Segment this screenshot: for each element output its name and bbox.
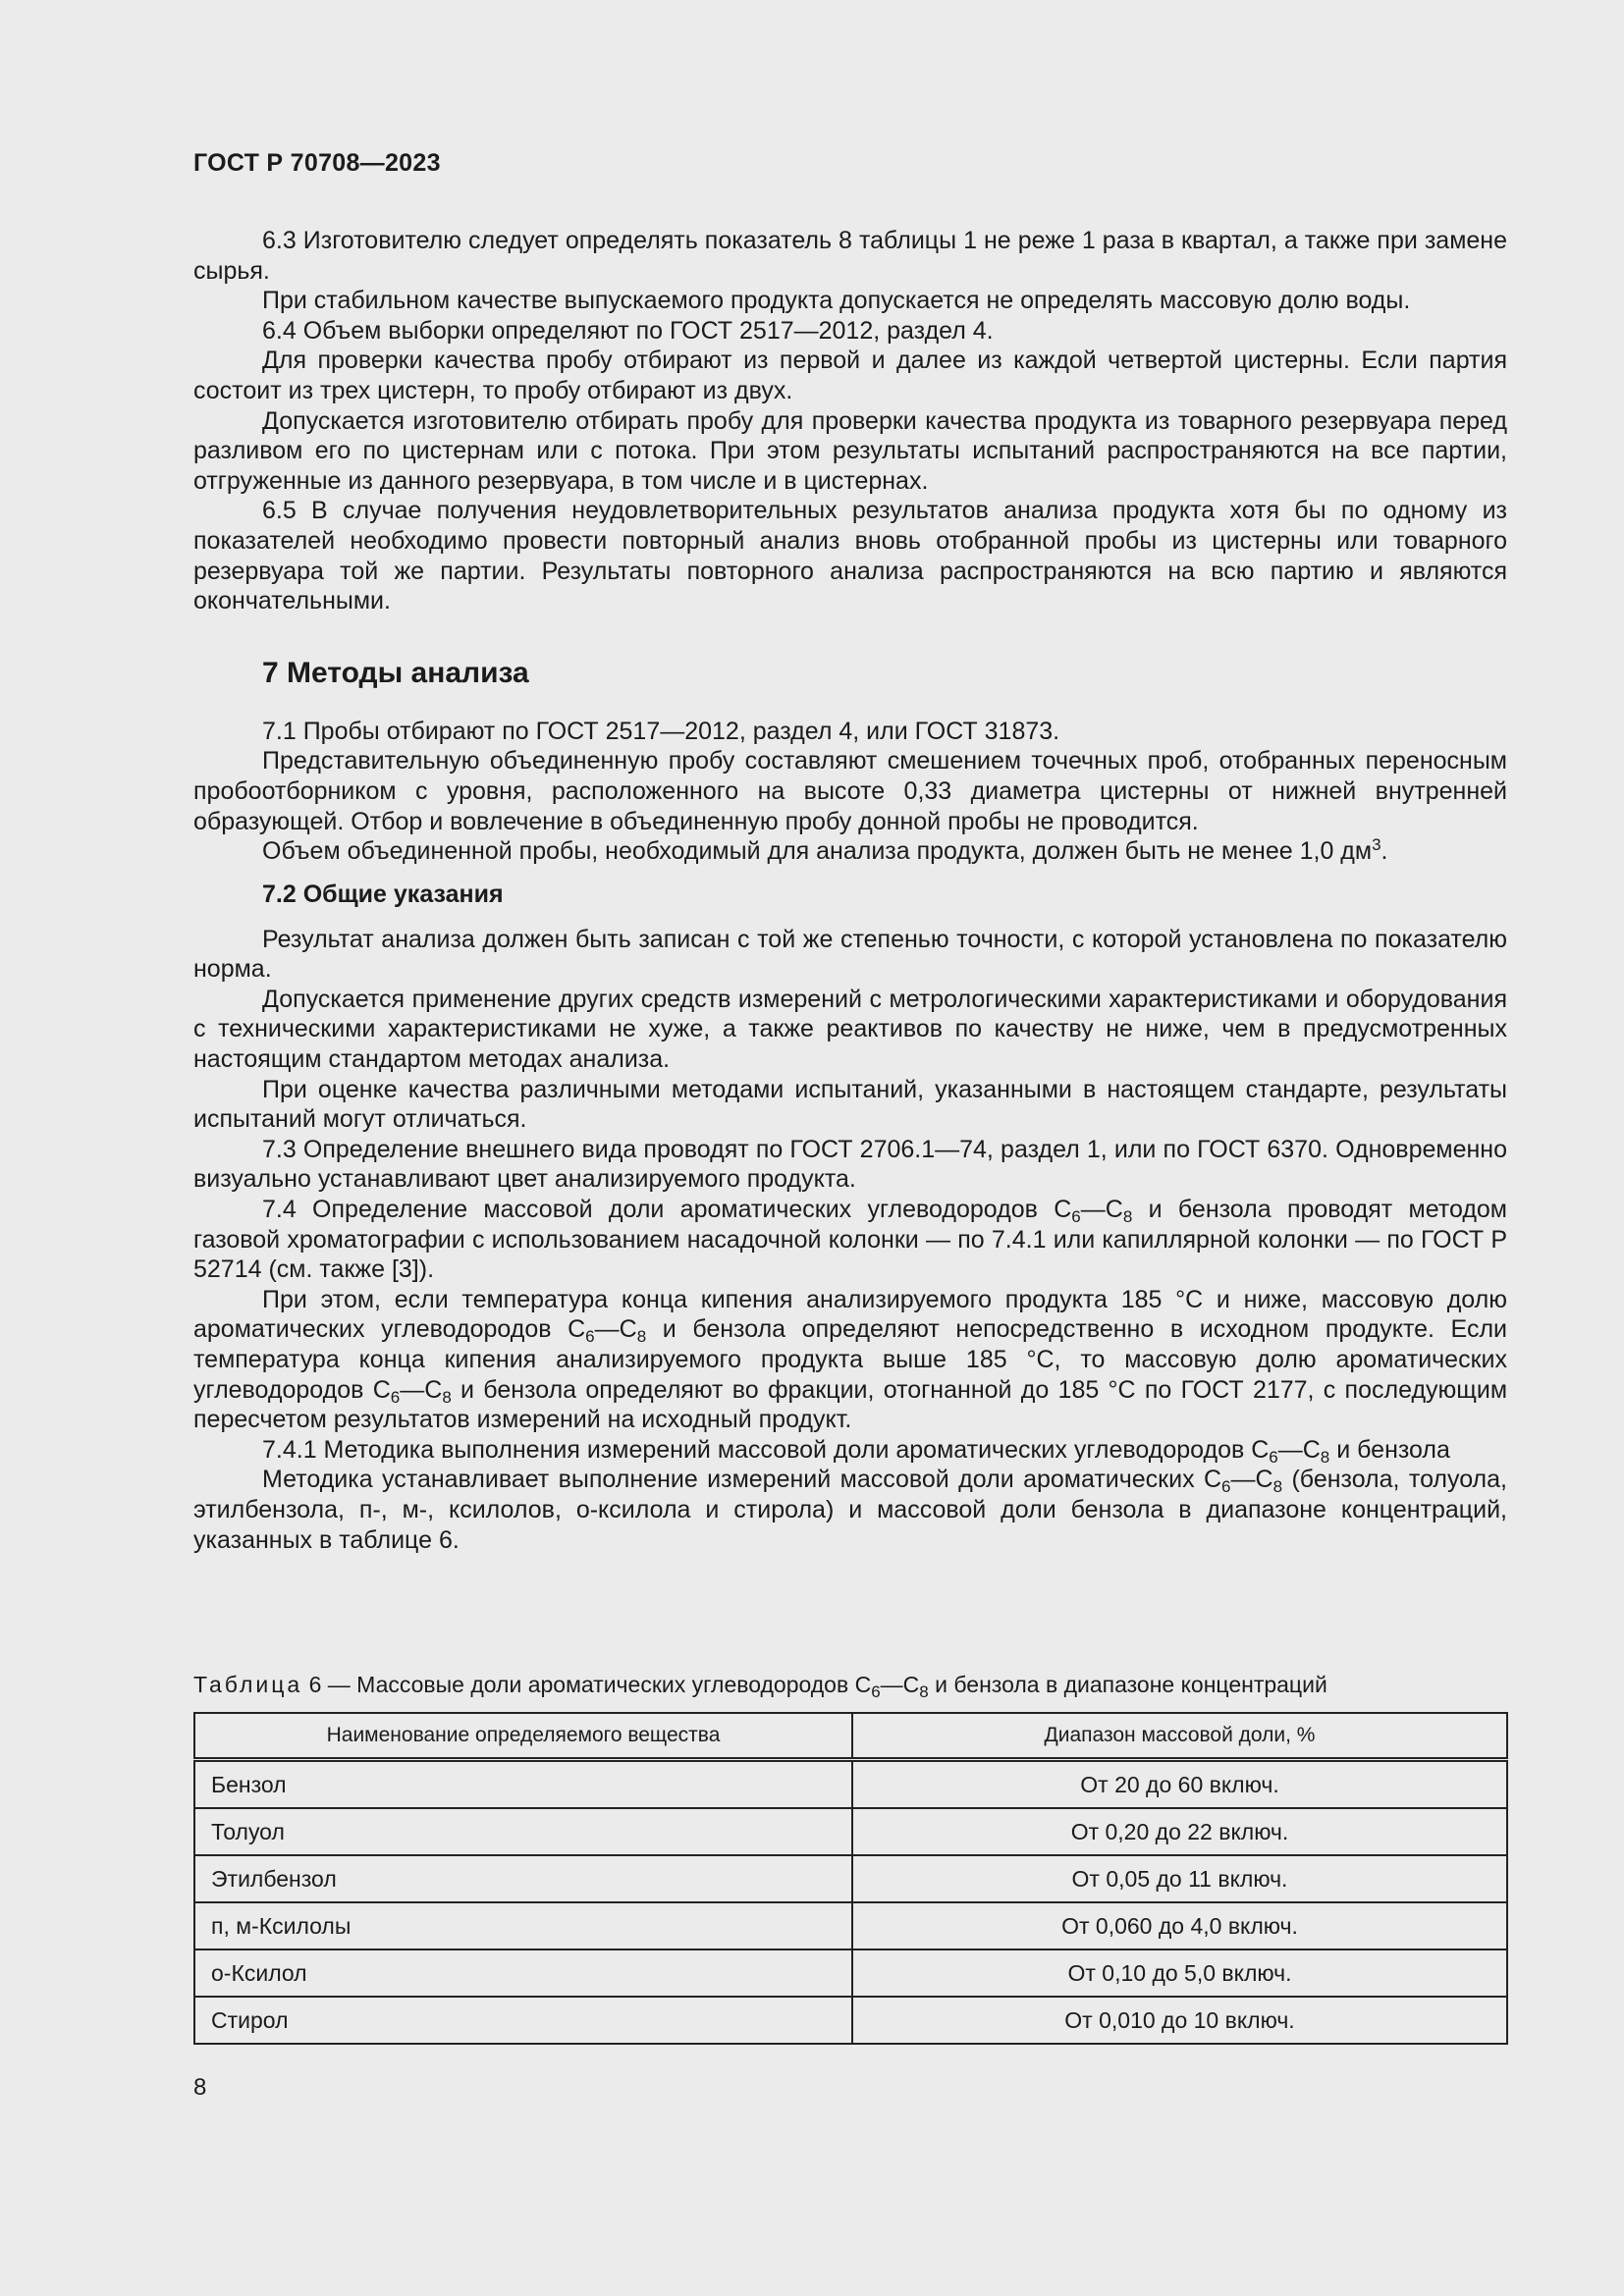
table-row [194,1760,1507,1809]
paragraph-7-2-result: Результат анализа должен быть записан с той же степенью точности, с которой установлена по показателю норма. [193,925,1507,984]
concentration-range: От 0,05 до 11 включ. [852,1855,1507,1902]
document-body [193,226,1507,1555]
table-row [194,1949,1507,1997]
substance-name: Стирол [194,1997,852,2044]
table-row [194,1855,1507,1902]
paragraph-6-3-note: При стабильном качестве выпускаемого продукта допускается не определять массовую долю воды. [262,287,1411,315]
concentration-range: От 0,20 до 22 включ. [852,1808,1507,1855]
paragraph-7-4-1-scope: Методика устанавливает выполнение измерений массовой доли ароматических $C_6—C_8$ (бензола, толуола, этилбензола, п-, м-, ксилолов, о-ксилола и стирола) и массовой доли бензола в диапазоне концентраций, указанных в таблице 6. [193,1466,1507,1554]
concentration-range: От 0,10 до 5,0 включ. [852,1949,1507,1997]
paragraph-7-4-1: 7.4.1 Методика выполнения измерений массовой доли ароматических углеводородов $C_6—C_8$ и бензола [262,1435,1450,1467]
substance-name: п, м-Ксилолы [194,1902,852,1949]
substance-name: о-Ксилол [194,1949,852,1997]
column-header-range: Диапазон массовой доли, % [852,1713,1507,1760]
paragraph-6-4: 6.4 Объем выборки определяют по ГОСТ 2517—2012, раздел 4. [262,316,994,345]
paragraph-7-3: 7.3 Определение внешнего вида проводят по ГОСТ 2706.1—74, раздел 1, или по ГОСТ 6370. Одновременно визуально устанавливают цвет анализируемого продукта. [193,1135,1507,1194]
table-6 [193,1712,1508,2045]
paragraph-7-1-volume: Объем объединенной пробы, необходимый для анализа продукта, должен быть не менее 1,0 $дм^3$. [262,835,1388,866]
paragraph-6-3: 6.3 Изготовителю следует определять показатель 8 таблицы 1 не реже 1 раза в квартал, а также при замене сырья. [193,227,1507,285]
paragraph-7-1: 7.1 Пробы отбирают по ГОСТ 2517—2012, раздел 4, или ГОСТ 31873. [262,717,1060,745]
concentration-range: От 0,060 до 4,0 включ. [852,1902,1507,1949]
concentration-range: От 0,010 до 10 включ. [852,1997,1507,2044]
substance-name: Этилбензол [194,1855,852,1902]
paragraph-6-5: 6.5 В случае получения неудовлетворительных результатов анализа продукта хотя бы по одному из показателей необходимо провести повторный анализ вновь отобранной пробы из цистерны или товарного резервуара той же партии. Результаты повторного анализа распространяются на всю партию и являются окончательными. [193,497,1507,615]
table-row [194,1997,1507,2044]
page-number: 8 [193,2074,207,2101]
substance-name: Толуол [194,1808,852,1855]
document-code-header: ГОСТ Р 70708—2023 [193,149,441,177]
paragraph-6-4-check: Для проверки качества пробу отбирают из первой и далее из каждой четвертой цистерны. Если партия состоит из трех цистерн, то пробу отбирают из двух. [193,347,1507,404]
table-6-caption: Таблица 6 — Массовые доли ароматических углеводородов $C_6—C_8$ и бензола в диапазоне концентраций [193,1672,1327,1701]
paragraph-7-1-sample: Представительную объединенную пробу составляют смешением точечных проб, отобранных переносным пробоотборником с уровня, расположенного на высоте 0,33 диаметра цистерны от нижней внутренней образующей. Отбор и вовлечение в объединенную пробу донной пробы не проводится. [193,747,1507,835]
section-7-heading: 7 Методы анализа [262,656,529,689]
paragraph-6-4-allowed: Допускается изготовителю отбирать пробу для проверки качества продукта из товарного резервуара перед разливом его по цистернам или с потока. При этом результаты испытаний распространяются на все партии, отгруженные из данного резервуара, в том числе и в цистернах. [193,406,1507,495]
paragraph-7-4-temperature: При этом, если температура конца кипения анализируемого продукта 185 °С и ниже, массовую долю ароматических углеводородов $C_6—C_8$ и бензола определяют непосредственно в исходном продукте. Если температура конца кипения анализируемого продукта выше 185 °С, то массовую долю ароматических углеводородов $C_6—C_8$ и бензола определяют во фракции, отогнанной до 185 °С по ГОСТ 2177, с последующим пересчетом результатов измерений на исходный продукт. [193,1285,1508,1434]
table-row [194,1808,1507,1855]
table-header-row [194,1713,1507,1760]
paragraph-7-4: 7.4 Определение массовой доли ароматических углеводородов $C_6—C_8$ и бензола проводят методом газовой хроматографии с использованием насадочной колонки — по 7.4.1 или капиллярной колонки — по ГОСТ Р 52714 (см. также [3]). [193,1196,1507,1284]
section-7-2-heading: 7.2 Общие указания [262,880,504,908]
concentration-range: От 20 до 60 включ. [852,1760,1507,1809]
column-header-substance: Наименование определяемого вещества [194,1713,852,1760]
paragraph-7-2-methods: При оценке качества различными методами испытаний, указанными в настоящем стандарте, результаты испытаний могут отличаться. [193,1075,1507,1134]
paragraph-7-2-equipment: Допускается применение других средств измерений с метрологическими характеристиками и оборудования с техническими характеристиками не хуже, а также реактивов по качеству не ниже, чем в предусмотренных настоящим стандартом методах анализа. [193,985,1507,1074]
table-row [194,1902,1507,1949]
substance-name: Бензол [194,1760,852,1809]
